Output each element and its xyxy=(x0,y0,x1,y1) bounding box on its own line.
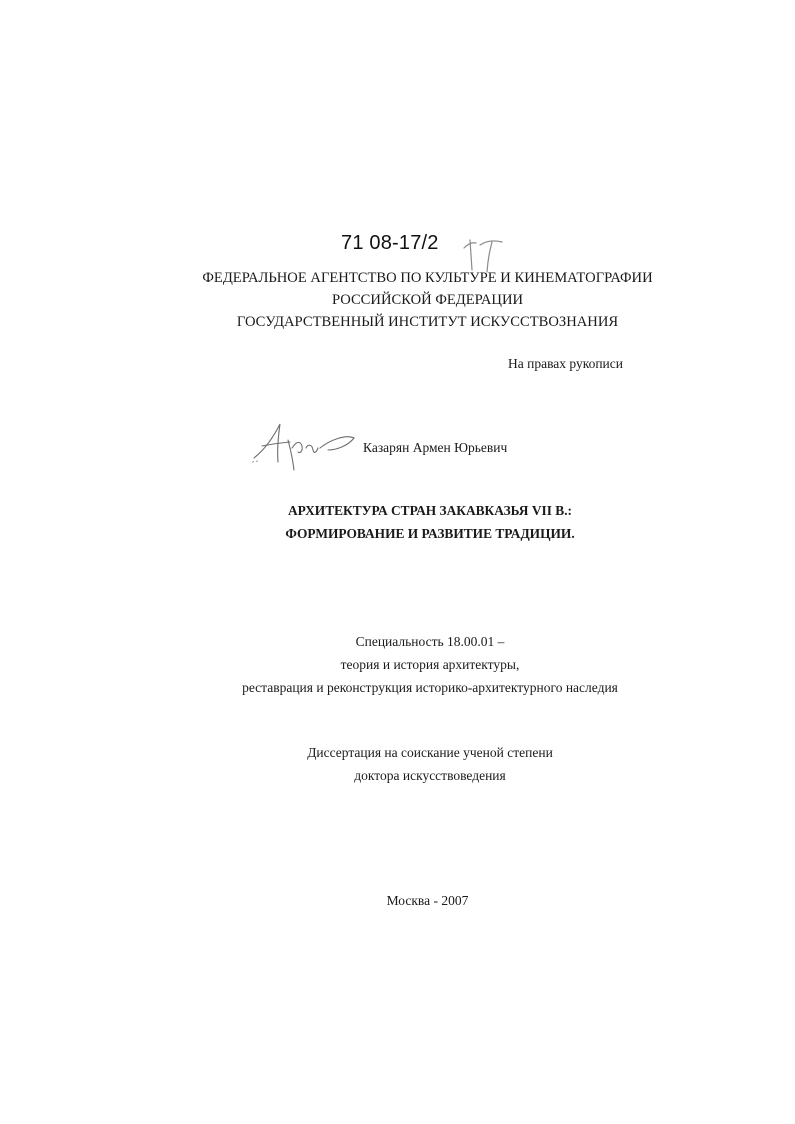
specialty-line-1: Специальность 18.00.01 – xyxy=(355,634,505,649)
degree-statement-line-2: доктора искусствоведения xyxy=(354,768,506,783)
degree-statement-line-1: Диссертация на соискание ученой степени xyxy=(307,745,553,760)
specialty-line-2: теория и история архитектуры, xyxy=(340,657,520,672)
author-name: Казарян Армен Юрьевич xyxy=(363,440,508,455)
specialty-line-3: реставрация и реконструкция историко-архитектурного наследия xyxy=(242,680,618,695)
organization-line-2: РОССИЙСКОЙ ФЕДЕРАЦИИ xyxy=(331,292,524,308)
place-and-year: Москва - 2007 xyxy=(386,893,469,908)
author-signature xyxy=(250,418,360,474)
dissertation-title-line-2: ФОРМИРОВАНИЕ И РАЗВИТИЕ ТРАДИЦИИ. xyxy=(285,526,575,541)
organization-line-1: ФЕДЕРАЛЬНОЕ АГЕНТСТВО ПО КУЛЬТУРЕ И КИНЕМАТОГРАФИИ xyxy=(202,270,653,286)
dissertation-title-line-1: АРХИТЕКТУРА СТРАН ЗАКАВКАЗЬЯ VII В.: xyxy=(287,503,573,518)
organization-line-3: ГОСУДАРСТВЕННЫЙ ИНСТИТУТ ИСКУССТВОЗНАНИЯ xyxy=(236,314,619,330)
manuscript-rights-note: На правах рукописи xyxy=(507,356,623,371)
library-code-stamp: 71 08-17/2 xyxy=(341,232,439,254)
